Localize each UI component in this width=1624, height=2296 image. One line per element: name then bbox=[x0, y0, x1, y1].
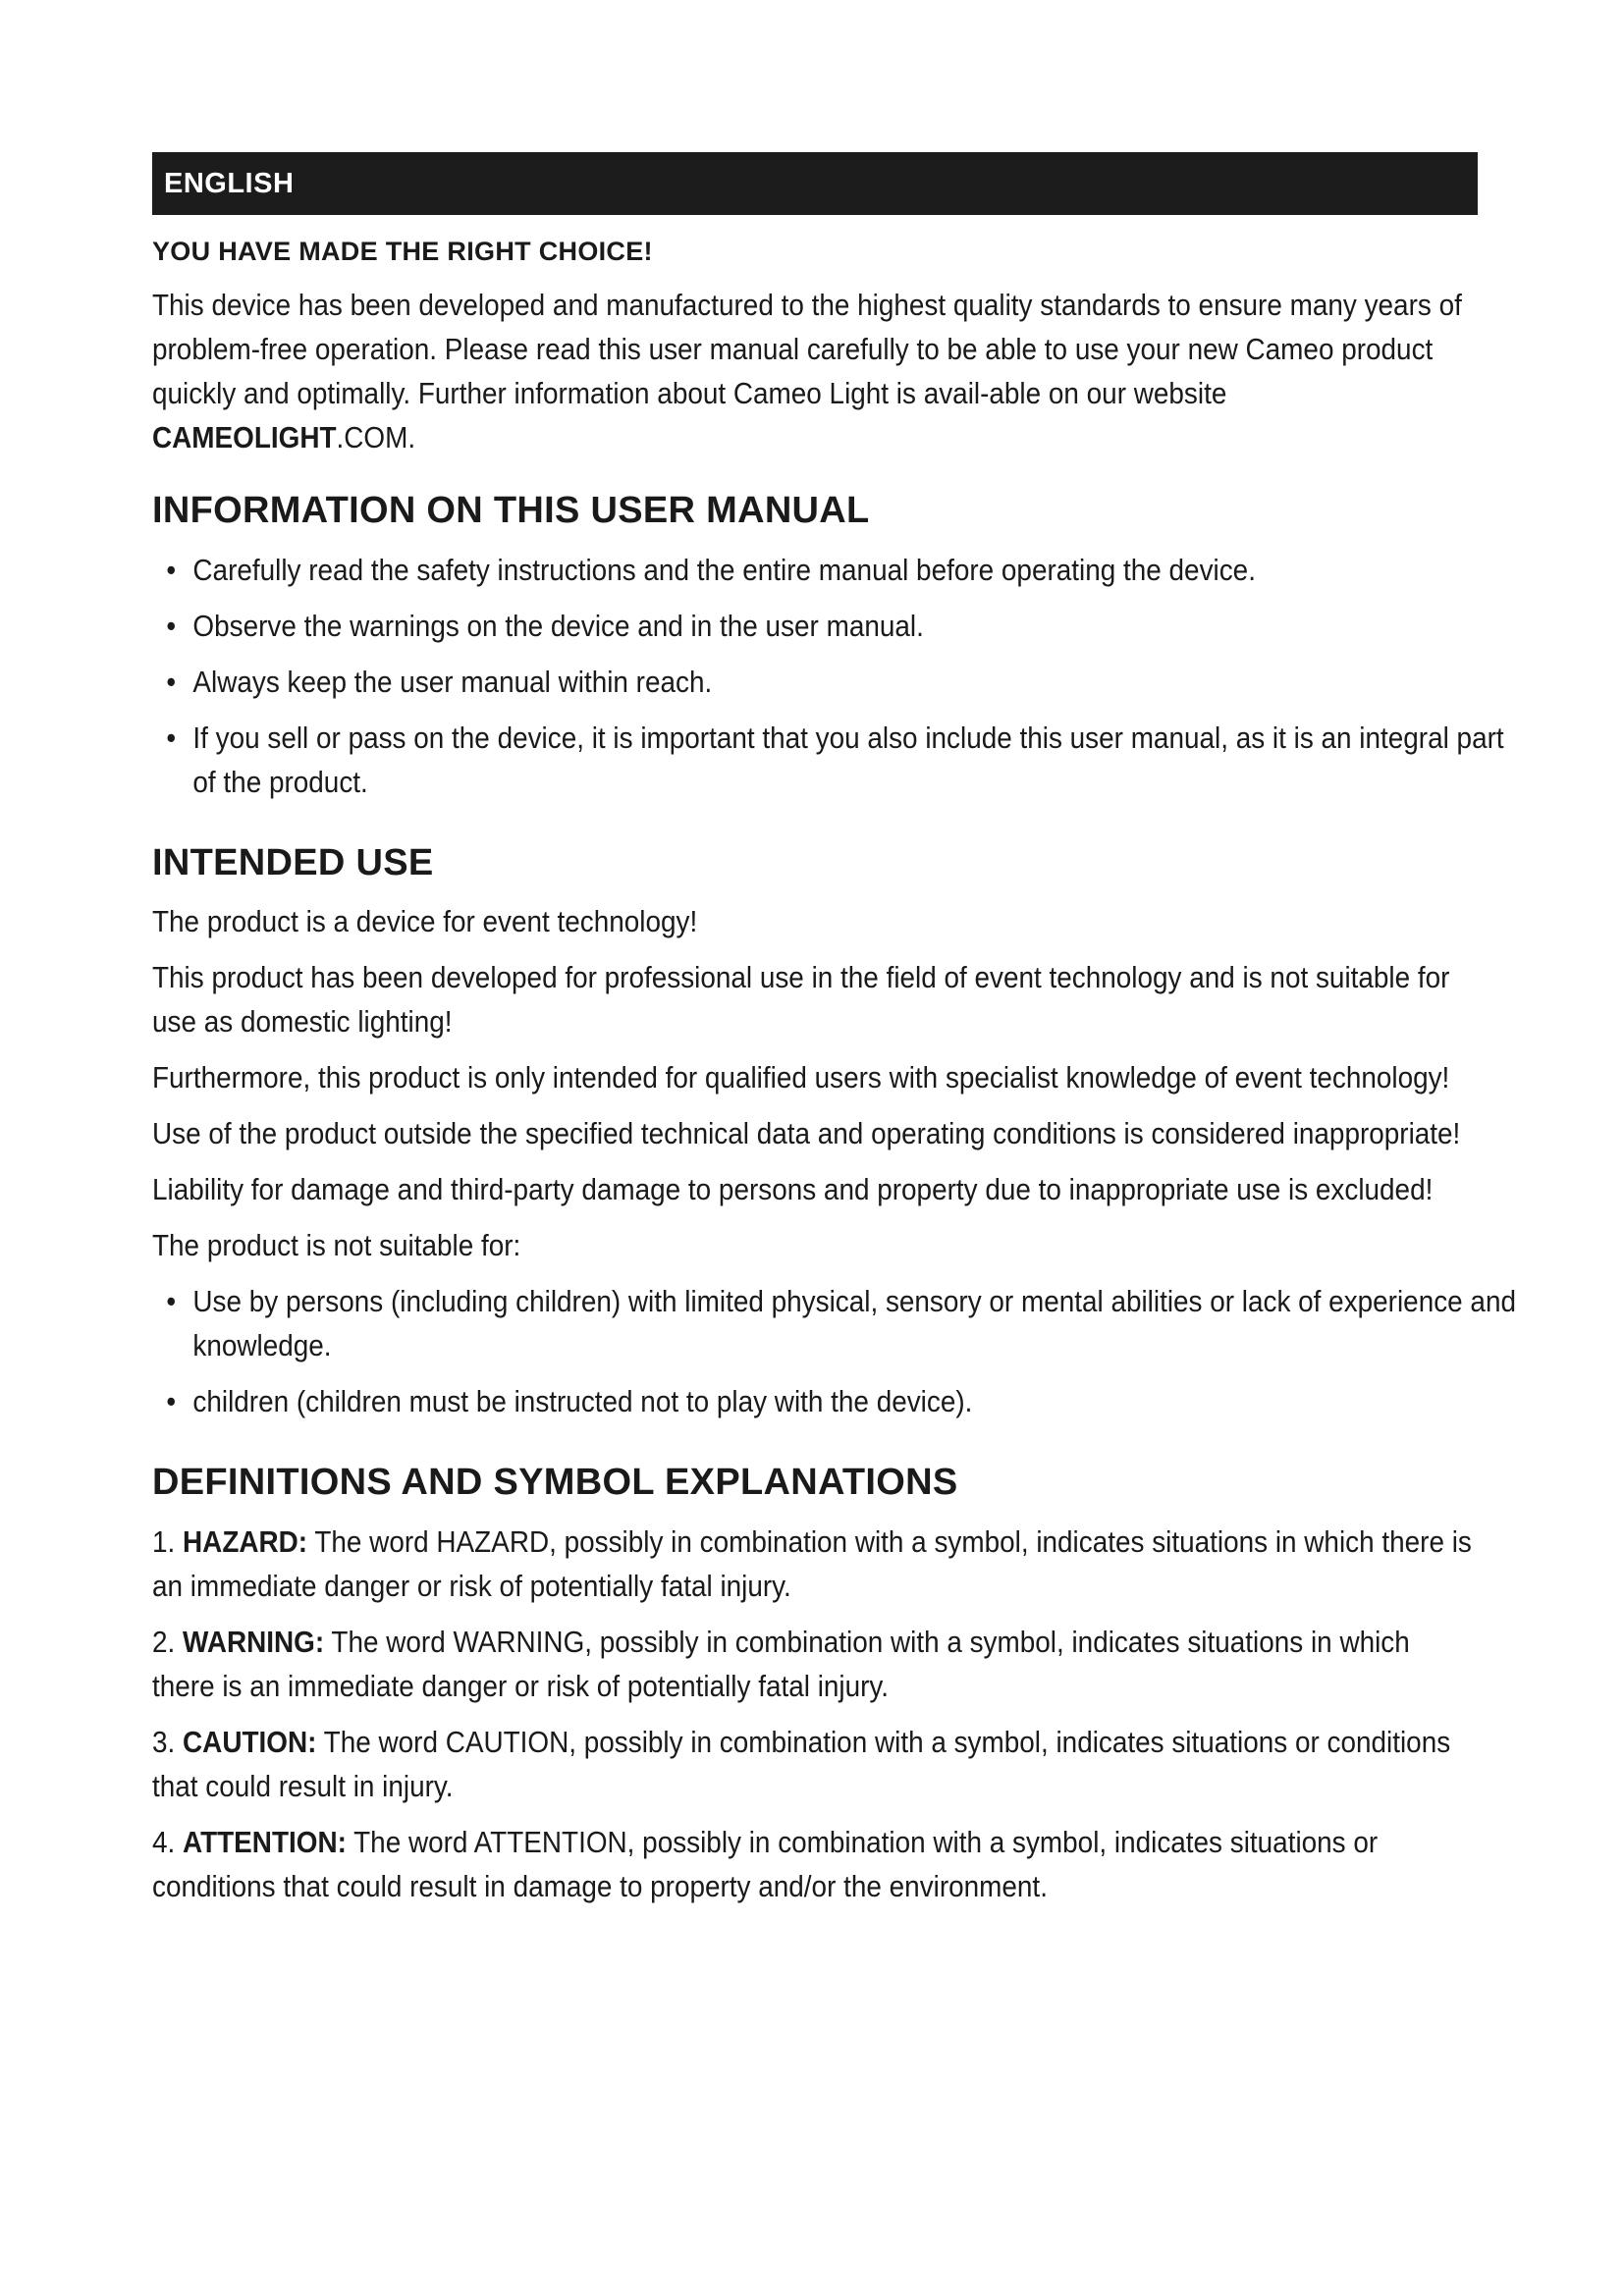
definition-item bbox=[152, 1720, 1477, 1808]
definition-term: WARNING: bbox=[183, 1624, 325, 1659]
list-item: • If you sell or pass on the device, it is important that you also include this user manual, as it is an integral part of the product. bbox=[152, 716, 1517, 804]
intended-use-paragraph: This product has been developed for professional use in the field of event technology and is not suitable for use as domestic lighting! bbox=[152, 960, 1450, 1040]
intro-title: YOU HAVE MADE THE RIGHT CHOICE! bbox=[152, 237, 653, 266]
intended-use-paragraph: The product is not suitable for: bbox=[152, 1228, 521, 1263]
definition-number: 3. bbox=[152, 1724, 184, 1759]
intro-body: This device has been developed and manufactured to the highest quality standards to ensure many years of problem-free operation. Please read this user manual carefully to be able to use your new Cameo product quickly and optimally. Further information about Cameo Light is avail-able on our website bbox=[152, 288, 1462, 411]
not-suitable-list bbox=[152, 1279, 1516, 1423]
definition-term: CAUTION: bbox=[183, 1724, 317, 1759]
definition-item bbox=[152, 1620, 1477, 1708]
definition-number: 2. bbox=[152, 1624, 184, 1659]
language-header-bar bbox=[152, 152, 1478, 215]
definition-item bbox=[152, 1520, 1477, 1608]
intended-use-paragraph: Furthermore, this product is only intended for qualified users with specialist knowledge of event technology! bbox=[152, 1060, 1450, 1095]
intro-paragraph bbox=[152, 283, 1477, 459]
definitions-heading: DEFINITIONS AND SYMBOL EXPLANATIONS bbox=[152, 1462, 958, 1504]
list-item: • Use by persons (including children) with limited physical, sensory or mental abilities or lack of experience and knowledge. bbox=[152, 1279, 1517, 1367]
definition-number: 4. bbox=[152, 1824, 184, 1859]
intended-use-paragraph: The product is a device for event technology! bbox=[152, 904, 698, 939]
manual-info-list bbox=[152, 548, 1504, 804]
manual-info-heading: INFORMATION ON THIS USER MANUAL bbox=[152, 490, 870, 532]
definition-text: The word ATTENTION, possibly in combination with a symbol, indicates situations or conditions that could result in damage to property and/or the environment. bbox=[152, 1824, 1379, 1903]
list-item: • Observe the warnings on the device and in the user manual. bbox=[152, 604, 1517, 648]
definition-term: ATTENTION: bbox=[183, 1824, 347, 1859]
list-item: • Carefully read the safety instructions and the entire manual before operating the device. bbox=[152, 548, 1517, 592]
list-item: • Always keep the user manual within reach. bbox=[152, 660, 1517, 704]
list-item: • children (children must be instructed not to play with the device). bbox=[152, 1379, 1517, 1423]
definition-item bbox=[152, 1820, 1477, 1908]
language-label: ENGLISH bbox=[164, 167, 295, 199]
document-page bbox=[152, 152, 1516, 1920]
website-link-bold: CAMEOLIGHT bbox=[152, 420, 337, 455]
definition-text: The word WARNING, possibly in combination with a symbol, indicates situations in which there is an immediate danger or risk of potentially fatal injury. bbox=[152, 1624, 1410, 1703]
definition-term: HAZARD: bbox=[183, 1523, 308, 1559]
intended-use-paragraph: Use of the product outside the specified technical data and operating conditions is considered inappropriate! bbox=[152, 1116, 1461, 1151]
website-link-suffix: .COM. bbox=[336, 420, 416, 455]
definition-text: The word CAUTION, possibly in combination with a symbol, indicates situations or conditions that could result in injury. bbox=[152, 1724, 1451, 1803]
definition-number: 1. bbox=[152, 1523, 184, 1559]
intended-use-heading: INTENDED USE bbox=[152, 841, 434, 883]
intended-use-paragraph: Liability for damage and third-party damage to persons and property due to inappropriate use is excluded! bbox=[152, 1172, 1434, 1207]
definition-text: The word HAZARD, possibly in combination with a symbol, indicates situations in which there is an immediate danger or risk of potentially fatal injury. bbox=[152, 1523, 1472, 1603]
